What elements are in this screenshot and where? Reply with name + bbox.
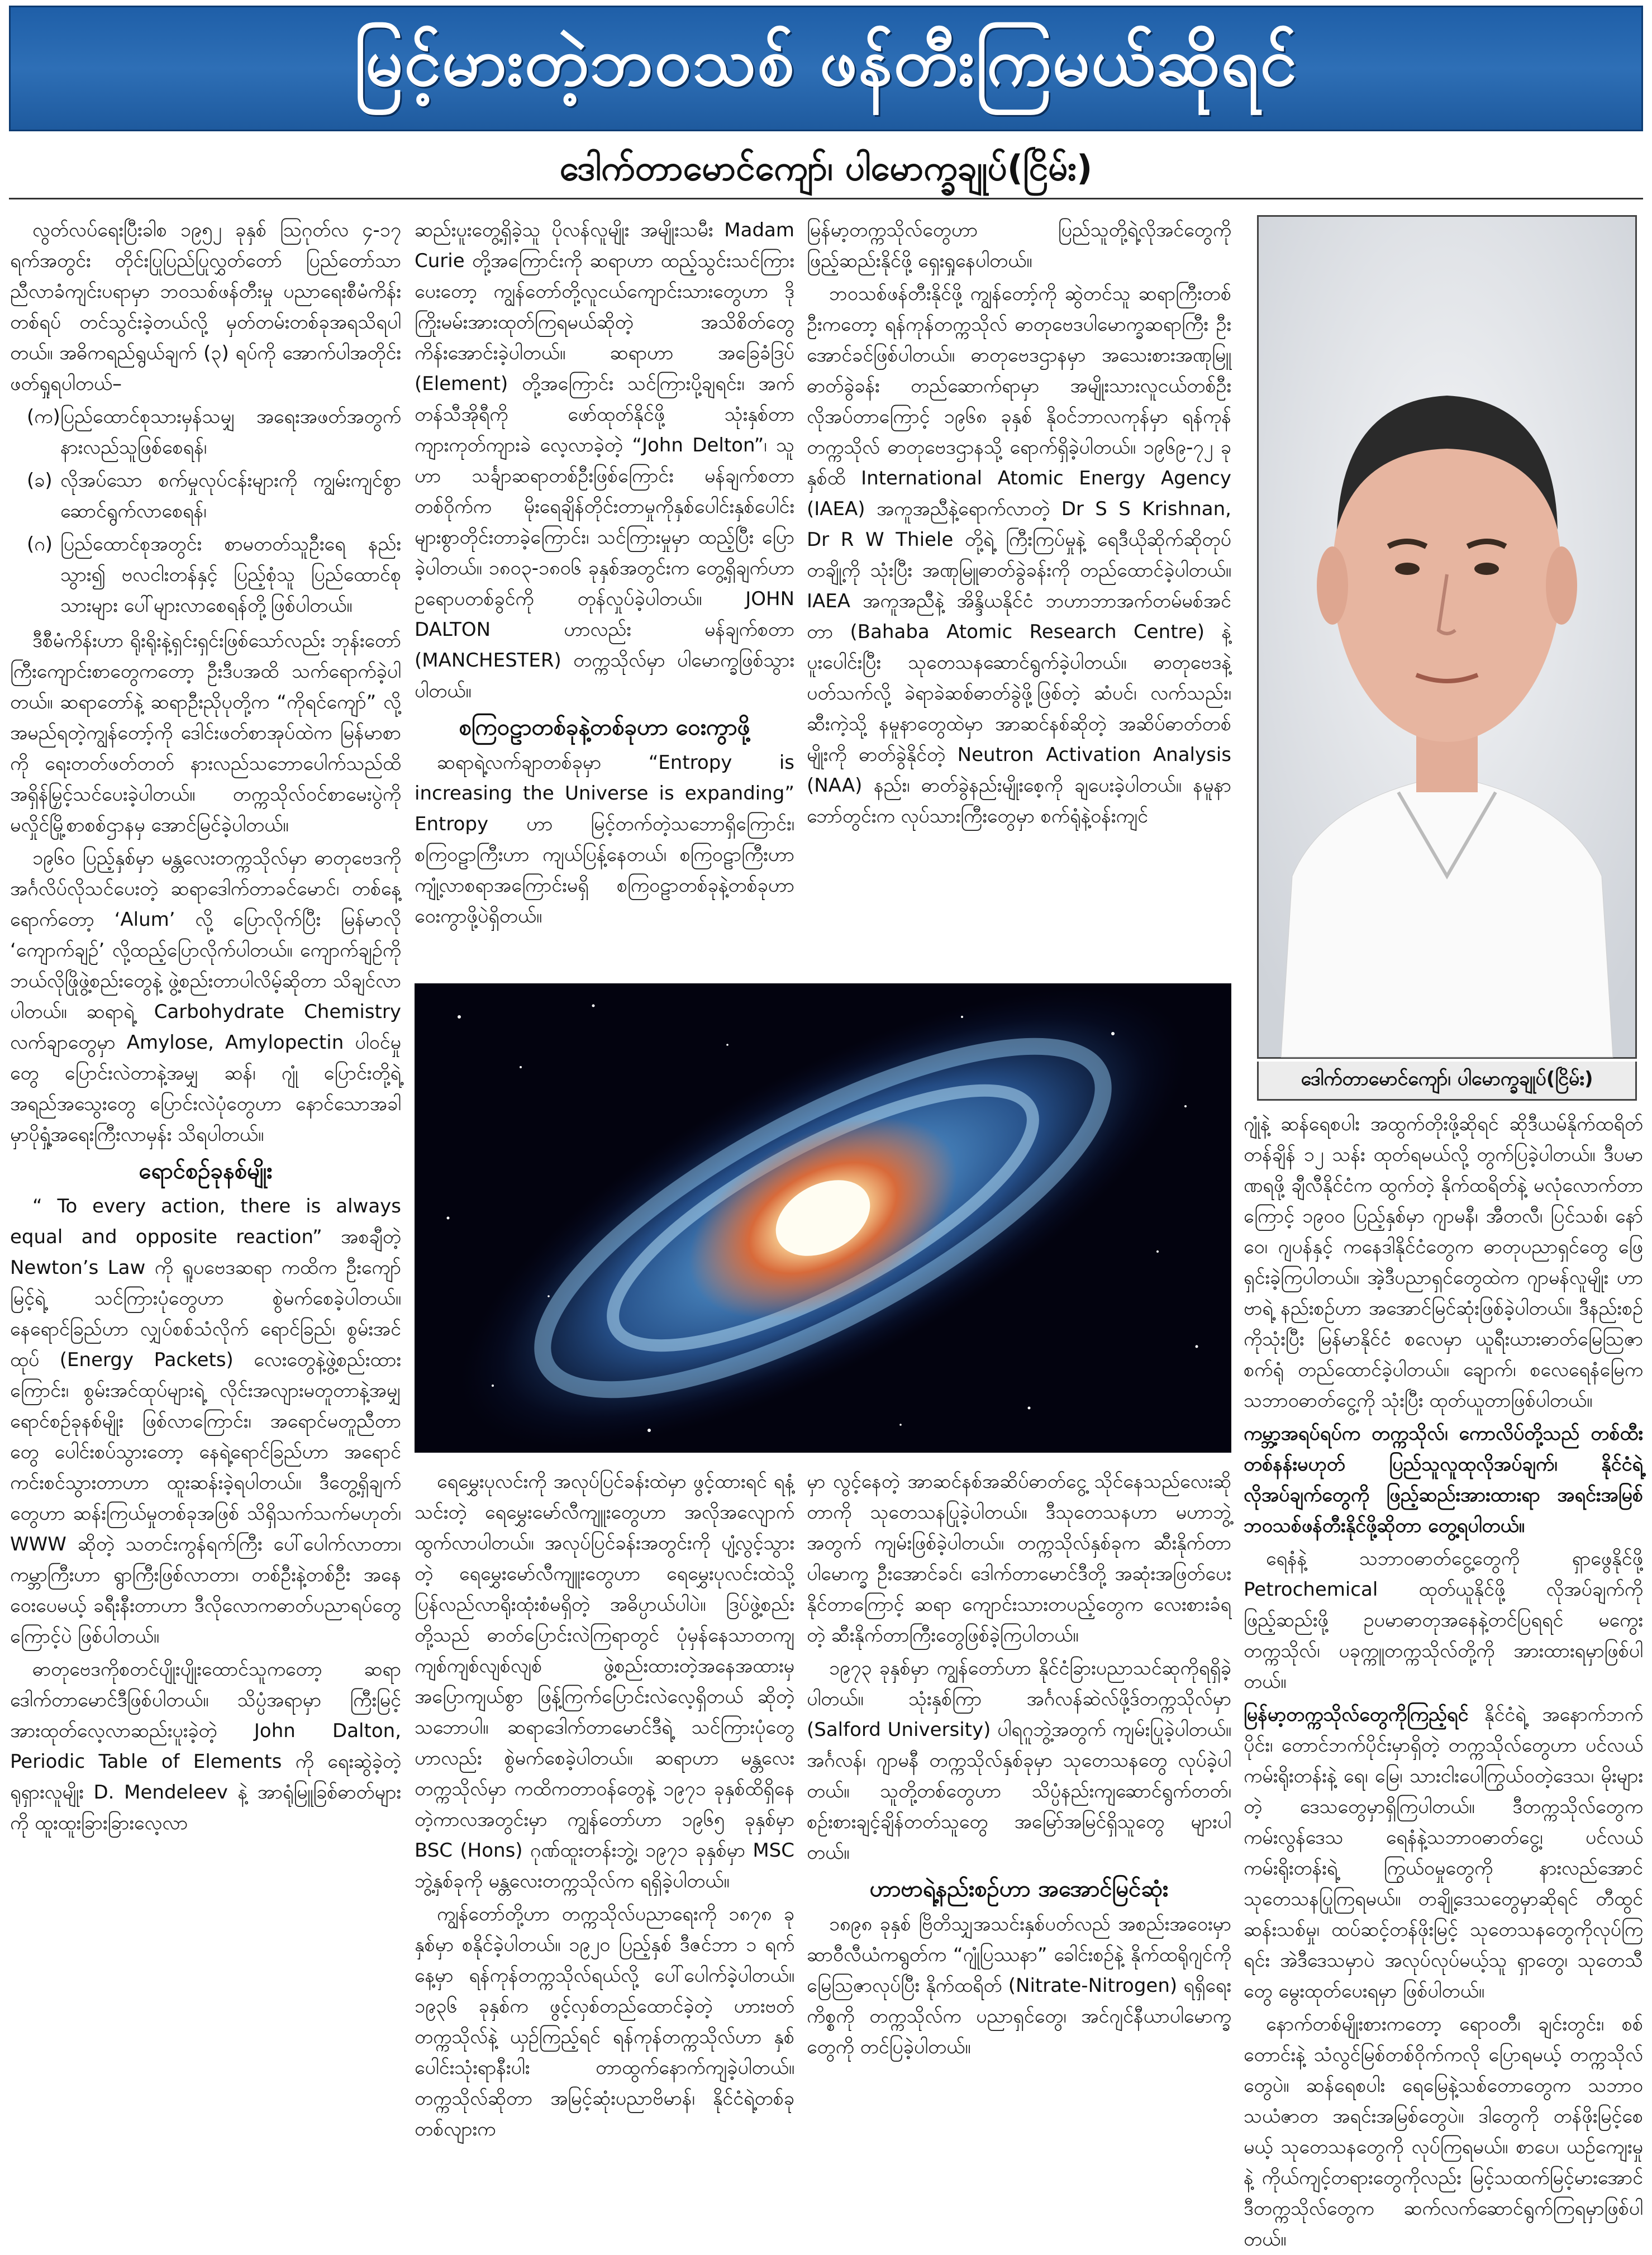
author-photo (1257, 215, 1637, 1059)
list-text: လိုအပ်သော စက်မှုလုပ်ငန်းများကို ကျွမ်းကျင်စွာ ဆောင်ရွက်လာစေရန်၊ (60, 469, 401, 522)
galaxy-image (415, 983, 1231, 1453)
list-item (10, 465, 401, 527)
paragraph-text: နိုင်ငံရဲ့ အနောက်ဘက်ပိုင်း၊ တောင်ဘက်ပိုင်းမှာရှိတဲ့ တက္ကသိုလ်တွေဟာ ပင်လယ်ကမ်းရိုးတန်းနဲ့ ရေ၊ မြေ၊ သားငါးပေါကြွယ်ဝတဲ့ဒေသ၊ မိုးများတဲ့ ဒေသတွေမှာရှိကြပါတယ်။ ဒီတက္ကသိုလ်တွေက ကမ်းလွန်ဒေသ ရေနံနဲ့သဘာဝဓာတ်ငွေ့၊ ပင်လယ်ကမ်းရိုးတန်းရဲ့ ကြွယ်ဝမှုတွေကို နားလည်အောင် သုတေသနပြုကြရမယ်။ တချို့ဒေသတွေမှာဆိုရင် တီထွင်ဆန်းသစ်မှု၊ ထပ်ဆင့်တန်ဖိုးမြင့် သုတေသနတွေကိုလုပ်ကြရင်း အဲဒီဒေသမှာပဲ အလုပ်လုပ်မယ့်သူ ရှာတွေ၊ သုတေသီတွေ မွေးထုတ်ပေးရမှာ ဖြစ်ပါတယ်။ (1244, 1704, 1643, 2002)
paragraph: ဆရာရဲ့လက်ချာတစ်ခုမှာ “Entropy is increasing the Universe is expanding” Entropy ဟာ မြင့်တက်တဲ့သဘောရှိကြောင်း၊ စကြဝဠာကြီးဟာ ကျယ်ပြန့်နေတယ်၊ စကြဝဠာကြီးဟာ ကျုံ့လာစရာအကြောင်းမရှိ စကြဝဠာတစ်ခုနဲ့တစ်ခုဟာ ဝေးကွာဖို့ပဲရှိတယ်။ (415, 751, 794, 927)
paragraph: ဘဝသစ်ဖန်တီးနိုင်ဖို့ ကျွန်တော့်ကို ဆွဲတင်သူ ဆရာကြီးတစ်ဦးကတော့ ရန်ကုန်တက္ကသိုလ် ဓာတုဗေဒပါမောက္ခဆရာကြီး ဦးအောင်ခင်ဖြစ်ပါတယ်။ ဓာတုဗေဒဌာနမှာ အသေးစားအဏုမြူဓာတ်ခွဲခန်း တည်ဆောက်ရာမှာ အမျိုးသားလူငယ်တစ်ဦး လိုအပ်တာကြောင့် ၁၉၆၈ ခုနှစ် နိုဝင်ဘာလကုန်မှာ ရန်ကုန်တက္ကသိုလ် ဓာတုဗေဒဌာနသို့ ရောက်ရှိခဲ့ပါတယ်။ ၁၉၆၉-၇၂ ခုနှစ်ထိ International Atomic Energy Agency (IAEA) အကူအညီနဲ့ရောက်လာတဲ့ Dr S S Krishnan, Dr R W Thiele တို့ရဲ့ ကြီးကြပ်မှုနဲ့ ရေဒီယိုဆိုက်ဆိုတုပ်တချို့ကို သုံးပြီး အဏုမြူဓာတ်ခွဲခန်းကို တည်ထောင်ခဲ့ပါတယ်။ IAEA အကူအညီနဲ့ အိန္ဒိယနိုင်ငံ ဘဟာဘာအက်တမ်မစ်အင်တာ (Bahaba Atomic Research Centre) နဲ့ ပူးပေါင်းပြီး သုတေသနဆောင်ရွက်ခဲ့ပါတယ်။ ဓာတုဗေဒနဲ့ပတ်သက်လို့ ခဲရာခဲဆစ်ဓာတ်ခွဲဖို့ဖြစ်တဲ့ ဆံပင်၊ လက်သည်း၊ ဆီးကဲ့သို့ နမူနာတွေထဲမှာ အာဆင်နစ်ဆိုတဲ့ အဆိပ်ဓာတ်တစ်မျိုးကို ဓာတ်ခွဲနိုင်တဲ့ Neutron Activation Analysis (NAA) နည်း၊ ဓာတ်ခွဲနည်းမျိုးစေ့ကို ချပေးခဲ့ပါတယ်။ နမူနာ ဘော်တွင်းက လုပ်သားကြီးတွေမှာ စက်ရုံနဲ့ဝန်းကျင် (807, 283, 1231, 827)
galaxy-illustration (415, 983, 1231, 1453)
paragraph: နောက်တစ်မျိုးစားကတော့ ရောဝတီ၊ ချင်းတွင်း၊ စစ်တောင်းနဲ့ သံလွင်မြစ်တစ်ဝိုက်ကလို ပြောရမယ့် တက္ကသိုလ်တွေပဲ။ ဆန်ရေစပါး ရေမြေနဲ့သစ်တောတွေက သဘာဝသယံဇာတ အရင်းအမြစ်တွေပဲ။ ဒါတွေကို တန်ဖိုးမြင့်စေမယ့် သုတေသနတွေကို လုပ်ကြရမယ်။ စာပေ၊ ယဉ်ကျေးမှုနဲ့ ကိုယ်ကျင့်တရားတွေကိုလည်း မြင့်သထက်မြင့်မားအောင် ဒီတက္ကသိုလ်တွေက ဆက်လက်ဆောင်ရွက်ကြရမှာဖြစ်ပါတယ်။ (1244, 2013, 1643, 2251)
article-column-2 (415, 215, 794, 947)
paragraph: ဒီစီမံကိန်းဟာ ရိုးရိုးနဲ့ရှင်းရှင်းဖြစ်သော်လည်း ဘုန်းတော်ကြီးကျောင်းစာတွေကတော့ ဦးဒီပအထိ သက်ရောက်ခဲ့ပါတယ်။ ဆရာတော်နဲ့ ဆရာဦးညိုပုတို့က “ကိုရင်ကျော်” လို့ အမည်ရတဲ့ကျွန်တော့်ကို ဒေါင်းဖတ်စာအုပ်ထဲက မြန်မာစာကို ရေးတတ်ဖတ်တတ် နားလည်သဘောပေါက်သည်ထိ အရှိန်မြှင့်သင်ပေးခဲ့ပါတယ်။ တက္ကသိုလ်ဝင်စာမေးပွဲကို မလှိုင်မြို့စာစစ်ဌာနမှ အောင်မြင်ခဲ့ပါတယ်။ (10, 630, 401, 836)
paragraph: ရေမွှေးပုလင်းကို အလုပ်ပြင်ခန်းထဲမှာ ဖွင့်ထားရင် ရနံ့သင်းတဲ့ ရေမွှေးမော်လီကျူးတွေဟာ အလိုအလျောက် ထွက်လာပါတယ်။ အလုပ်ပြင်ခန်းအတွင်းကို ပျံ့လွင့်သွားတဲ့ ရေမွှေးမော်လီကျူးတွေဟာ ရေမွှေးပုလင်းထဲသို့ ပြန်လည်လာရိုးထုံးစံမရှိတဲ့ အဓိပ္ပာယ်ပါပဲ။ ဒြပ်ဖွဲ့စည်းတို့သည် ဓာတ်ပြောင်းလဲကြရာတွင် ပုံမှန်နေသာတကျ ကျစ်ကျစ်လျစ်လျစ် ဖွဲ့စည်းထားတဲ့အနေအထားမှ အပြောကျယ်စွာ ဖြန့်ကြက်ပြောင်းလဲလေ့ရှိတယ် ဆိုတဲ့သဘောပါ။ ဆရာဒေါက်တာမောင်ဒီရဲ့ သင်ကြားပုံတွေဟာလည်း စွဲမက်စေခဲ့ပါတယ်။ ဆရာဟာ မန္တလေးတက္ကသိုလ်မှာ ကထိကတာဝန်တွေနဲ့ ၁၉၇၁ ခုနှစ်ထိရှိနေတဲ့ကာလအတွင်းမှာ ကျွန်တော်ဟာ ၁၉၆၅ ခုနှစ်မှာ BSC (Hons) ဂုဏ်ထူးတန်းဘွဲ့၊ ၁၉၇၁ ခုနှစ်မှာ MSC ဘွဲ့နှစ်ခုကို မန္တလေးတက္ကသိုလ်က ရရှိခဲ့ပါတယ်။ (415, 1471, 794, 1892)
paragraph: “ To every action, there is always equal and opposite reaction” အစချီတဲ့ Newton’s Law ကို ရူပဗေဒဆရာ ကထိက ဦးကျော်မြင့်ရဲ့ သင်ကြားပုံတွေဟာ စွဲမက်စေခဲ့ပါတယ်။ နေရောင်ခြည်ဟာ လျှပ်စစ်သံလိုက် ရောင်ခြည်၊ စွမ်းအင်ထုပ် (Energy Packets) လေးတွေနဲ့ဖွဲ့စည်းထားကြောင်း၊ စွမ်းအင်ထုပ်များရဲ့ လိုင်းအလျားမတူတာနဲ့အမျှ ရောင်စဉ်ခုနစ်မျိုး ဖြစ်လာကြောင်း၊ အရောင်မတူညီတာတွေ ပေါင်းစပ်သွားတော့ နေရဲ့ရောင်ခြည်ဟာ အရောင်ကင်းစင်သွားတာဟာ ထူးဆန်းခဲ့ရပါတယ်။ ဒီတွေ့ရှိချက်တွေဟာ ဆန်းကြယ်မှုတစ်ခုအဖြစ် သိရှိသက်သက်မဟုတ်၊ WWW ဆိုတဲ့ သတင်းကွန်ရက်ကြီး ပေါ်ပေါက်လာတာ၊ ကမ္ဘာကြီးဟာ ရွာကြီးဖြစ်လာတာ၊ တစ်ဦးနဲ့တစ်ဦး အနေဝေးပေမယ့် ခရီးနီးတာဟာ ဒီလိုလောကဓာတ်ပညာရပ်တွေကြောင့်ပဲ ဖြစ်ပါတယ်။ (10, 1195, 401, 1648)
list-text: ပြည်ထောင်စုသားမှန်သမျှ အရေးအဖတ်အတွက် နားလည်သူဖြစ်စေရန်၊ (60, 406, 401, 459)
article-column-1 (10, 215, 401, 2238)
section-heading: ရောင်စဉ်ခုနစ်မျိုး (139, 1158, 273, 1184)
list-item (10, 402, 401, 463)
paragraph: ဂျုံနဲ့ ဆန်ရေစပါး အထွက်တိုးဖို့ဆိုရင် ဆိုဒီယမ်နိုက်ထရိတ်တန်ချိန် ၁၂ သန်း ထုတ်ရမယ်လို့ တွက်ပြခဲ့ပါတယ်။ ဒီပမာဏရဖို့ ချီလီနိုင်ငံက ထွက်တဲ့ နိုက်ထရိတ်နဲ့ မလုံလောက်တာကြောင့် ၁၉၀၀ ပြည့်နှစ်မှာ ဂျာမနီ၊ အီတလီ၊ ပြင်သစ်၊ နော်ဝေ၊ ဂျပန်နှင့် ကနေဒါနိုင်ငံတွေက ဓာတုပညာရှင်တွေ ဖြေရှင်းခဲ့ကြပါတယ်။ အဲ့ဒီပညာရှင်တွေထဲက ဂျာမန်လူမျိုး ဟာဗာရဲ့ နည်းစဉ်ဟာ အအောင်မြင်ဆုံးဖြစ်ခဲ့ပါတယ်။ ဒီနည်းစဉ်ကိုသုံးပြီး မြန်မာနိုင်ငံ စလေမှာ ယူရီးယားဓာတ်မြေဩဇာစက်ရုံ တည်ထောင်ခဲ့ပါတယ်။ ချောက်၊ စလေရေနံမြေက သဘာဝဓာတ်ငွေ့ကို သုံးပြီး ထုတ်ယူတာဖြစ်ပါတယ်။ (1244, 1113, 1643, 1412)
section-heading: ဟာဗာရဲ့နည်းစဉ်ဟာ အအောင်မြင်ဆုံး (869, 1876, 1169, 1902)
paragraph: ၁၈၉၈ ခုနှစ် ဗြိတိသျှအသင်းနှစ်ပတ်လည် အစည်းအဝေးမှာ ဆာဝီလီယံကရွတ်က “ဂျုံပြဿနာ” ခေါင်းစဉ်နဲ့ နိုက်ထရိုဂျင်ကို မြေဩဇာလုပ်ပြီး နိုက်ထရိတ် (Nitrate-Nitrogen) ရရှိရေးကိစ္စကို တက္ကသိုလ်က ပညာရှင်တွေ၊ အင်ဂျင်နီယာပါမောက္ခတွေကို တင်ပြခဲ့ပါတယ်။ (807, 1913, 1231, 2058)
header-divider (9, 198, 1643, 199)
article-column-3-lower (807, 1467, 1231, 2238)
photo-caption: ဒေါက်တာမောင်ကျော်၊ ပါမောက္ခချုပ်(ငြိမ်း) (1257, 1062, 1637, 1101)
article-column-2-lower (415, 1467, 794, 2238)
highlight-paragraph: ကမ္ဘာ့အရပ်ရပ်က တက္ကသိုလ်၊ ကောလိပ်တို့သည် တစ်ထီးတစ်နန်းမဟုတ် ပြည်သူလူထုလိုအပ်ချက်၊ နိုင်ငံရဲ့လိုအပ်ချက်တွေကို ဖြည့်ဆည်းအားထားရာ အရင်းအမြစ်ဘဝသစ်ဖန်တီးနိုင်ဖို့ဆိုတာ တွေ့ရပါတယ်။ (1244, 1423, 1643, 1537)
paragraph: မှာ လွင့်နေတဲ့ အာဆင်နစ်အဆိပ်ဓာတ်ငွေ့ သိုင်နေသည်လေးဆိုတာကို သုတေသနပြုခဲ့ပါတယ်။ ဒီသုတေသနဟာ မဟာဘွဲ့အတွက် ကျမ်းဖြစ်ခဲ့ပါတယ်။ တက္ကသိုလ်နှစ်ခုက ဆီးနိုက်တာပါမောက္ခ ဦးအောင်ခင်၊ ဒေါက်တာမောင်ဒီတို့ အဆုံးအဖြတ်ပေးနိုင်တာကြောင့် ဆရာ ကျောင်းသားတပည့်တွေက လေးစားခံရတဲ့ ဆီးနိုက်တာကြီးတွေဖြစ်ခဲ့ကြပါတယ်။ (807, 1471, 1231, 1647)
author-byline: ဒေါက်တာမောင်ကျော်၊ ပါမောက္ခချုပ်(ငြိမ်း) (559, 148, 1093, 188)
highlight-phrase: မြန်မာ့တက္ကသိုလ်တွေကိုကြည့်ရင် (1244, 1704, 1469, 1726)
list-marker: (ခ) (27, 469, 53, 492)
paragraph (1244, 1700, 1643, 2007)
paragraph: ၁၉၆၀ ပြည့်နှစ်မှာ မန္တလေးတက္ကသိုလ်မှာ ဓာတုဗေဒကို အင်္ဂလိပ်လိုသင်ပေးတဲ့ ဆရာဒေါက်တာခင်မောင်၊ တစ်နေ့ရောက်တော့ ‘Alum’ လို့ ပြောလိုက်ပြီး မြန်မာလို ‘ကျောက်ချဉ်’ လို့ထည့်ပြောလိုက်ပါတယ်။ ကျောက်ချဉ်ကို ဘယ်လိုဖြိုဖွဲ့စည်းတွေနဲ့ ဖွဲ့စည်းတာပါလိမ့်ဆိုတာ သိချင်လာပါတယ်။ ဆရာရဲ့ Carbohydrate Chemistry လက်ချာတွေမှာ Amylose, Amylopectin ပါဝင်မှုတွေ ပြောင်းလဲတာနဲ့အမျှ ဆန်၊ ဂျုံ ပြောင်းတို့ရဲ့ အရည်အသွေးတွေ ပြောင်းလဲပုံတွေဟာ နောင်သောအခါမှာပိုရှုံ့အရေးကြီးလာမှန်း သိရပါတယ်။ (10, 847, 401, 1146)
paragraph: ဓာတုဗေဒကိုစတင်ပျိုးပျိုးထောင်သူကတော့ ဆရာဒေါက်တာမောင်ဒီဖြစ်ပါတယ်။ သိပ္ပံအရာမှာ ကြီးမြင့်အားထုတ်လေ့လာဆည်းပူးခဲ့တဲ့ John Dalton, Periodic Table of Elements ကို ရေးဆွဲခဲ့တဲ့ ရုရှားလူမျိုး D. Mendeleev နဲ့ အာရုံမြူခြစ်ဓာတ်များကို ထူးထူးခြားခြားလေ့လာ (10, 1658, 401, 1834)
paragraph: လွတ်လပ်ရေးပြီးခါစ ၁၉၅၂ ခုနှစ် ဩဂုတ်လ ၄-၁၇ ရက်အတွင်း တိုင်းပြုပြည်ပြုလွှတ်တော် ပြည်တော်သာညီလာခံကျင်းပရာမှာ ဘဝသစ်ဖန်တီးမှု ပညာရေးစီမံကိန်းတစ်ရပ် တင်သွင်းခဲ့တယ်လို့ မှတ်တမ်းတစ်ခုအရသိရပါတယ်။ အဓိကရည်ရွယ်ချက် (၃) ရပ်ကို အောက်ပါအတိုင်း ဖတ်ရှုရပါတယ်– (10, 219, 401, 395)
paragraph: ကျွန်တော်တို့ဟာ တက္ကသိုလ်ပညာရေးကို ၁၈၇၈ ခုနှစ်မှာ စနိုင်ခဲ့ပါတယ်။ ၁၉၂၀ ပြည့်နှစ် ဒီဇင်ဘာ ၁ ရက်နေ့မှာ ရန်ကုန်တက္ကသိုလ်ရယ်လို့ ပေါ်ပေါက်ခဲ့ပါတယ်။ ၁၉၃၆ ခုနှစ်က ဖွင့်လှစ်တည်ထောင်ခဲ့တဲ့ ဟားဗတ်တက္ကသိုလ်နဲ့ ယှဉ်ကြည့်ရင် ရန်ကုန်တက္ကသိုလ်ဟာ နှစ်ပေါင်းသုံးရာနီးပါး တာထွက်နောက်ကျခဲ့ပါတယ်။ တက္ကသိုလ်ဆိုတာ အမြင့်ဆုံးပညာဗိမာန်၊ နိုင်ငံရဲ့တစ်ခုတစ်လျားက (415, 1903, 794, 2140)
list-marker: (ဂ) (27, 533, 53, 555)
headline-title: မြင့်မားတဲ့ဘဝသစ် ဖန်တီးကြမယ်ဆိုရင် (354, 23, 1298, 101)
headline-banner (9, 6, 1643, 131)
paragraph: မြန်မာ့တက္ကသိုလ်တွေဟာ ပြည်သူတို့ရဲ့လိုအင်တွေကို ဖြည့်ဆည်းနိုင်ဖို့ ရှေးရှုနေပါတယ်။ (807, 219, 1231, 272)
portrait-illustration (1259, 217, 1635, 1057)
paragraph: ၁၉၇၃ ခုနှစ်မှာ ကျွန်တော်ဟာ နိုင်ငံခြားပညာသင်ဆုကိုရရှိခဲ့ပါတယ်။ သုံးနှစ်ကြာ အင်္ဂလန်ဆဲလ်ဖို့ဒ်တက္ကသိုလ်မှာ (Salford University) ပါရဂူဘွဲ့အတွက် ကျမ်းပြုခဲ့ပါတယ်။ အင်္ဂလန်၊ ဂျာမနီ တက္ကသိုလ်နှစ်ခုမှာ သုတေသနတွေ လုပ်ခဲ့ပါတယ်။ သူတို့တစ်တွေဟာ သိပ္ပံနည်းကျဆောင်ရွက်တတ်၊ စဉ်းစားချင့်ချိန်တတ်သူတွေ အမြော်အမြင်ရှိသူတွေ များပါတယ်။ (807, 1657, 1231, 1864)
paragraph: ရေနံနဲ့ သဘာဝဓာတ်ငွေ့တွေကို ရှာဖွေနိုင်ဖို့ Petrochemical ထုတ်ယူနိုင်ဖို့ လိုအပ်ချက်ကို ဖြည့်ဆည်းဖို့ ဥပမာဓာတုအနေနဲ့တင်ပြရရင် မကွေးတက္ကသိုလ်၊ ပခုက္ကူတက္ကသိုလ်တို့ကို အားထားရမှာဖြစ်ပါတယ်။ (1244, 1548, 1643, 1693)
section-heading: စကြဝဠာတစ်ခုနဲ့တစ်ခုဟာ ဝေးကွာဖို့ (459, 715, 750, 740)
objectives-list (10, 402, 401, 621)
list-marker: (က) (27, 406, 60, 428)
paragraph: ဆည်းပူးတွေ့ရှိခဲ့သူ ပိုလန်လူမျိုး အမျိုးသမီး Madam Curie တို့အကြောင်းကို ဆရာဟာ ထည့်သွင်းသင်ကြားပေးတော့ ကျွန်တော်တို့လူငယ်ကျောင်းသားတွေဟာ ဒိုကြိုးမမ်းအားထုတ်ကြရမယ်ဆိုတဲ့ အသိစိတ်တွေ ကိန်းအောင်းခဲ့ပါတယ်။ ဆရာဟာ အခြေခံဒြပ် (Element) တို့အကြောင်း သင်ကြားပို့ချရင်း၊ အက်တန်သီအိုရီကို ဖော်ထုတ်နိုင်ဖို့ သုံးနှစ်တာကျားကုတ်ကျားခဲ လေ့လာခဲ့တဲ့ “John Delton”၊ သူဟာ သင်္ချာဆရာတစ်ဦးဖြစ်ကြောင်း မန်ချက်စတာ တစ်ဝိုက်က မိုးရေချိန်တိုင်းတာမှုကိုနှစ်ပေါင်းနှစ်ပေါင်းများစွာတိုင်းတာခဲ့ကြောင်း၊ သင်ကြားမှုမှာ ထည့်ပြီး ပြောခဲ့ပါတယ်။ ၁၈၀၃-၁၈၀၆ ခုနှစ်အတွင်းက တွေ့ရှိချက်ဟာ ဥရောပတစ်ခွင်ကို တုန်လှုပ်ခဲ့ပါတယ်။ JOHN DALTON ဟာလည်း မန်ချက်စတာ (MANCHESTER) တက္ကသိုလ်မှာ ပါမောက္ခဖြစ်သွားပါတယ်။ (415, 219, 794, 702)
article-column-4 (1244, 1109, 1643, 2251)
list-item (10, 529, 401, 621)
list-text: ပြည်ထောင်စုအတွင်း စာမတတ်သူဦးရေ နည်းသွား၍ ဗလငါးတန်နှင့် ပြည့်စုံသူ ပြည်ထောင်စုသားများ ပေါ်များလာစေရန်တို့ဖြစ်ပါတယ်။ (60, 533, 401, 617)
